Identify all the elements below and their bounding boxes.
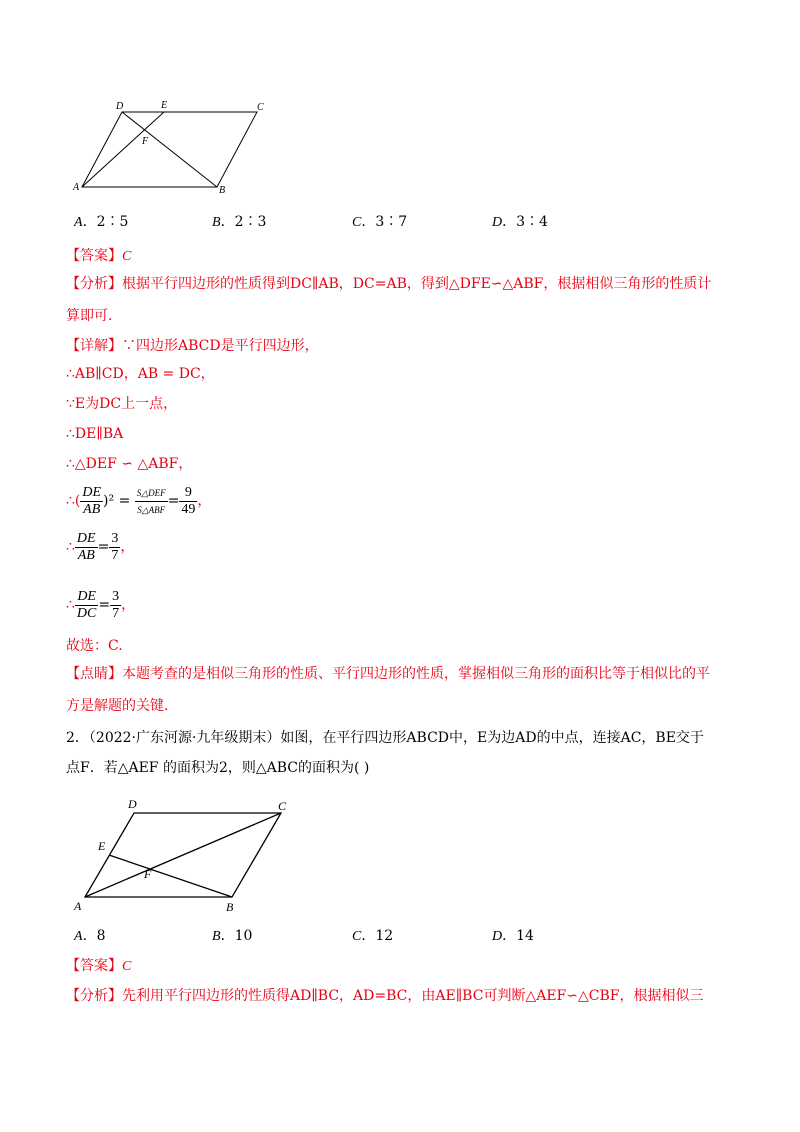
q1-detail-line1: 【详解】∵四边形ABCD是平行四边形， xyxy=(66,338,319,354)
q1-detail-line4: ∴DE∥BA xyxy=(66,426,124,442)
q1-option-b[interactable]: B．2∶3 xyxy=(212,214,267,230)
q1-comment-line2: 方是解题的关键. xyxy=(66,698,169,714)
q2-label-b: B xyxy=(226,900,234,914)
q2-answer: 【答案】C xyxy=(66,958,132,974)
q1-detail-line8: ∴ $\frac{DE}{DC}$ = $\frac{3}{7}$ ， xyxy=(66,588,136,621)
q1-analysis-line1: 【分析】根据平行四边形的性质得到DC∥AB，DC=AB，得到△DFE∽△ABF，根据相似三角形的性质计 xyxy=(66,276,712,292)
q1-frac-3-7: $\frac{3}{7}$ xyxy=(111,530,119,563)
q1-label-f: F xyxy=(142,136,149,147)
q2-label-e: E xyxy=(98,839,106,853)
q1-label-d: D xyxy=(116,101,124,112)
q2-option-c[interactable]: C．12 xyxy=(352,928,394,944)
q1-choose: 故选：C. xyxy=(66,638,123,654)
q1-option-d[interactable]: D．3∶4 xyxy=(492,214,548,230)
q1-detail-line3: ∵E为DC上一点， xyxy=(66,396,178,412)
q1-detail-line7: ∴ $\frac{DE}{AB}$ = $\frac{3}{7}$ ， xyxy=(66,530,135,563)
q2-stem-line1: 2．（2022·广东河源·九年级期末）如图，在平行四边形ABCD中，E为边AD的中点，连接AC，BE交于 xyxy=(66,730,704,746)
q1-frac-de-ab-2: $\frac{DE}{AB}$ xyxy=(76,530,96,563)
q2-label-d: D xyxy=(128,797,137,811)
q2-label-a: A xyxy=(74,899,82,913)
q1-answer: 【答案】C xyxy=(66,248,132,264)
q1-detail-line5: ∴△DEF ∽ △ABF， xyxy=(66,456,193,472)
q1-label-b: B xyxy=(219,185,226,196)
q2-option-b[interactable]: B．10 xyxy=(212,928,253,944)
q1-label-a: A xyxy=(73,182,80,193)
q2-stem-line2: 点F．若△AEF 的面积为2，则△ABC的面积为( ) xyxy=(66,760,370,776)
q2-option-a[interactable]: A．8 xyxy=(74,928,106,944)
q2-label-c: C xyxy=(278,799,287,813)
q1-parallelogram-figure xyxy=(70,100,270,196)
q2-option-d[interactable]: D．14 xyxy=(492,928,534,944)
q1-frac-area-ratio: $\frac{\text{S△DEF}}{\text{S△ABF}}$ xyxy=(135,485,168,518)
q1-option-a[interactable]: A．2∶5 xyxy=(74,214,129,230)
q2-parallelogram-figure xyxy=(70,790,300,914)
q1-frac-9-49: $\frac{9}{49}$ xyxy=(181,484,196,517)
q1-option-c[interactable]: C．3∶7 xyxy=(352,214,408,230)
q2-label-f: F xyxy=(144,867,152,881)
q1-frac-de-dc: $\frac{DE}{DC}$ xyxy=(76,588,97,621)
q1-comment-line1: 【点睛】本题考查的是相似三角形的性质、平行四边形的性质，掌握相似三角形的面积比等于相似比的平 xyxy=(66,666,710,682)
q1-label-c: C xyxy=(257,102,264,113)
q1-frac-3-7-2: $\frac{3}{7}$ xyxy=(112,588,120,621)
q1-frac-de-ab: $\frac{DE}{AB}$ xyxy=(82,484,102,517)
q1-analysis-line2: 算即可. xyxy=(66,308,113,324)
q1-label-e: E xyxy=(161,100,168,111)
q2-analysis-line1: 【分析】先利用平行四边形的性质得AD∥BC，AD=BC，由AE∥BC可判断△AEF∽△CBF，根据相似三 xyxy=(66,988,704,1004)
q1-detail-line6: ∴( $\frac{DE}{AB}$ )² = $\frac{\text{S△DEF}}{\text{S△ABF}}$ = $\frac{9}{49}$ ， xyxy=(66,484,212,517)
q1-detail-line2: ∴AB∥CD，AB = DC， xyxy=(66,366,215,382)
